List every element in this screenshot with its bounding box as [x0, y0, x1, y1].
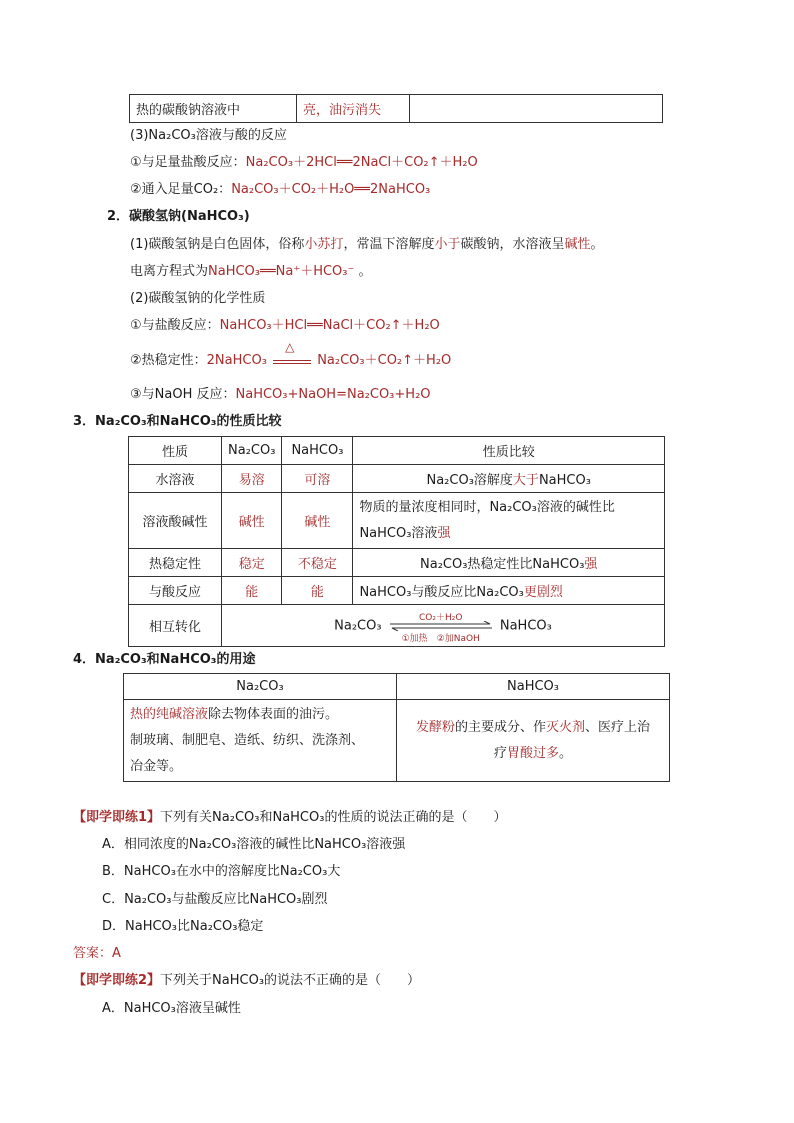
- arrow-icon: [386, 621, 496, 631]
- compare-post: NaHCO₃溶液: [359, 525, 438, 541]
- sec2-r3-label: ③与NaOH 反应：: [130, 387, 236, 402]
- conv-right: NaHCO₃: [499, 618, 552, 633]
- sec2-ion-label: 电离方程式为: [130, 264, 209, 279]
- ex1-tag: 【即学即练1】: [73, 810, 161, 825]
- compare-cell: [353, 493, 665, 549]
- s3-line1-eq: Na₂CO₃＋2HCl══2NaCl＋CO₂↑＋H₂O: [245, 155, 478, 170]
- uses-r-4: 。: [559, 745, 573, 761]
- uses-r-1: 的主要成分、作: [454, 719, 546, 735]
- table-row: [129, 549, 665, 577]
- sec2-p1-r3: 碱性: [564, 237, 591, 252]
- sec2-p1-pre: (1)碳酸氢钠是白色固体，俗称: [130, 237, 305, 252]
- ex1-q: 下列有关Na₂CO₃和NaHCO₃的性质的说法正确的是（ ）: [160, 810, 507, 825]
- na2co3-cell: 能: [222, 577, 282, 605]
- table-row: [129, 605, 665, 647]
- sec4-title: 4．Na₂CO₃和NaHCO₃的用途: [73, 652, 256, 667]
- ex1-option-a: A．相同浓度的Na₂CO₃溶液的碱性比NaHCO₃溶液强: [102, 837, 406, 852]
- top-table: [129, 94, 663, 123]
- ex2-q: 下列关于NaHCO₃的说法不正确的是（ ）: [160, 973, 421, 988]
- uses-r-red3: 胃酸过多: [506, 745, 559, 761]
- uses-l-3: 冶金等。: [130, 758, 183, 774]
- nahco3-cell: 可溶: [282, 465, 353, 493]
- ex2-question: [73, 969, 420, 988]
- nahco3-cell: 能: [282, 577, 353, 605]
- uses-l-red: 热的纯碱溶液: [130, 706, 209, 722]
- s3-heading: (3)Na₂CO₃溶液与酸的反应: [130, 128, 287, 143]
- sec2-p1: [130, 233, 604, 252]
- sec2-ion-end: 。: [358, 264, 372, 279]
- sec2-p2: (2)碳酸氢钠的化学性质: [130, 291, 266, 306]
- ex1-option-d: D．NaHCO₃比Na₂CO₃稳定: [102, 919, 264, 934]
- compare-red: 大于: [512, 473, 539, 488]
- nahco3-cell: 碱性: [282, 493, 353, 549]
- compare-pre: Na₂CO₃热稳定性比NaHCO₃: [420, 557, 585, 572]
- top-table-cell: 亮，油污消失: [297, 95, 410, 123]
- heat-condition-arrow: [271, 339, 313, 372]
- ex1-option-b: B．NaHCO₃在水中的溶解度比Na₂CO₃大: [102, 864, 341, 879]
- sec2-p1-mid: ，常温下溶解度: [343, 237, 435, 252]
- na2co3-cell: 碱性: [222, 493, 282, 549]
- compare-cell: [353, 465, 665, 493]
- uses-r-3: 疗: [493, 745, 507, 761]
- table-row: [129, 577, 665, 605]
- uses-r-red1: 发酵粉: [415, 719, 455, 735]
- conv-left: Na₂CO₃: [334, 618, 382, 633]
- top-table-cell: [410, 95, 663, 123]
- table-header: Na₂CO₃: [124, 674, 397, 700]
- sec2-r1: [130, 314, 440, 333]
- uses-r-2: 、医疗上治: [585, 719, 651, 735]
- table-header: NaHCO₃: [282, 437, 353, 465]
- na2co3-uses-cell: [124, 700, 397, 782]
- property-cell: 溶液酸碱性: [129, 493, 222, 549]
- sec2-p1-mid2: 碳酸钠，水溶液呈: [460, 237, 565, 252]
- sec2-r2-left: 2NaHCO₃: [206, 353, 267, 368]
- uses-table: [123, 673, 670, 782]
- sec2-ion-eq: NaHCO₃══Na⁺＋HCO₃⁻: [208, 264, 355, 279]
- property-cell: 相互转化: [129, 605, 222, 647]
- sec2-title: 2．碳酸氢钠(NaHCO₃): [107, 209, 250, 224]
- top-table-cell: 热的碳酸钠溶液中: [130, 95, 297, 123]
- sec2-ion: [130, 260, 372, 279]
- table-row: [129, 465, 665, 493]
- s3-line2-eq: Na₂CO₃＋CO₂＋H₂O══2NaHCO₃: [231, 182, 431, 197]
- property-cell: 水溶液: [129, 465, 222, 493]
- sec2-p1-end: 。: [590, 237, 604, 252]
- comparison-table: [128, 436, 665, 647]
- sec2-r2-label: ②热稳定性：: [130, 353, 207, 368]
- conversion-cell: [222, 605, 665, 647]
- equal-line-top: [273, 360, 311, 361]
- sec2-r1-eq: NaHCO₃＋HCl══NaCl＋CO₂↑＋H₂O: [219, 318, 440, 333]
- compare-pre: 物质的量浓度相同时，Na₂CO₃溶液的碱性比: [359, 499, 615, 515]
- na2co3-cell: 易溶: [222, 465, 282, 493]
- uses-l-1: 除去物体表面的油污。: [208, 706, 339, 722]
- sec2-p1-r2: 小于: [434, 237, 461, 252]
- ex2-option-a: A．NaHCO₃溶液呈碱性: [102, 1001, 241, 1016]
- table-header: NaHCO₃: [397, 674, 670, 700]
- table-header: 性质比较: [353, 437, 665, 465]
- heat-symbol: △: [285, 339, 295, 354]
- reversible-arrow: [386, 609, 496, 643]
- sec2-r1-label: ①与盐酸反应：: [130, 318, 220, 333]
- equal-line-bottom: [273, 363, 311, 364]
- na2co3-cell: 稳定: [222, 549, 282, 577]
- nahco3-uses-cell: [397, 700, 670, 782]
- sec2-r2-right: Na₂CO₃＋CO₂↑＋H₂O: [317, 353, 452, 368]
- ex1-option-c: C．Na₂CO₃与盐酸反应比NaHCO₃剧烈: [102, 892, 328, 907]
- ex1-question: [73, 806, 506, 825]
- sec3-title: 3．Na₂CO₃和NaHCO₃的性质比较: [73, 414, 282, 429]
- ex1-answer: 答案：A: [73, 946, 121, 961]
- compare-red: 更剧烈: [523, 585, 563, 600]
- s3-line1: [130, 151, 478, 170]
- s3-line2: [130, 178, 430, 197]
- sec2-r2: [130, 339, 452, 372]
- property-cell: 与酸反应: [129, 577, 222, 605]
- uses-r-red2: 灭火剂: [546, 719, 586, 735]
- compare-post: NaHCO₃: [538, 473, 591, 488]
- table-row: [129, 493, 665, 549]
- compare-red: 强: [437, 525, 451, 541]
- compare-pre: NaHCO₃与酸反应比Na₂CO₃: [359, 585, 524, 600]
- compare-pre: Na₂CO₃溶解度: [426, 473, 513, 488]
- compare-cell: [353, 549, 665, 577]
- table-header: 性质: [129, 437, 222, 465]
- compare-red: 强: [584, 557, 598, 572]
- sec2-r3-eq: NaHCO₃+NaOH=Na₂CO₃+H₂O: [235, 387, 431, 402]
- table-header: Na₂CO₃: [222, 437, 282, 465]
- table-row: [124, 700, 670, 782]
- ex2-tag: 【即学即练2】: [73, 973, 161, 988]
- sec2-r3: [130, 383, 431, 402]
- s3-line2-label: ②通入足量CO₂：: [130, 182, 232, 197]
- property-cell: 热稳定性: [129, 549, 222, 577]
- sec2-p1-r1: 小苏打: [304, 237, 344, 252]
- conv-bottom-label: ①加热 ②加NaOH: [401, 633, 480, 644]
- conv-top-label: CO₂＋H₂O: [419, 612, 463, 623]
- s3-line1-label: ①与足量盐酸反应：: [130, 155, 246, 170]
- nahco3-cell: 不稳定: [282, 549, 353, 577]
- compare-cell: [353, 577, 665, 605]
- uses-l-2: 制玻璃、制肥皂、造纸、纺织、洗涤剂、: [130, 732, 365, 748]
